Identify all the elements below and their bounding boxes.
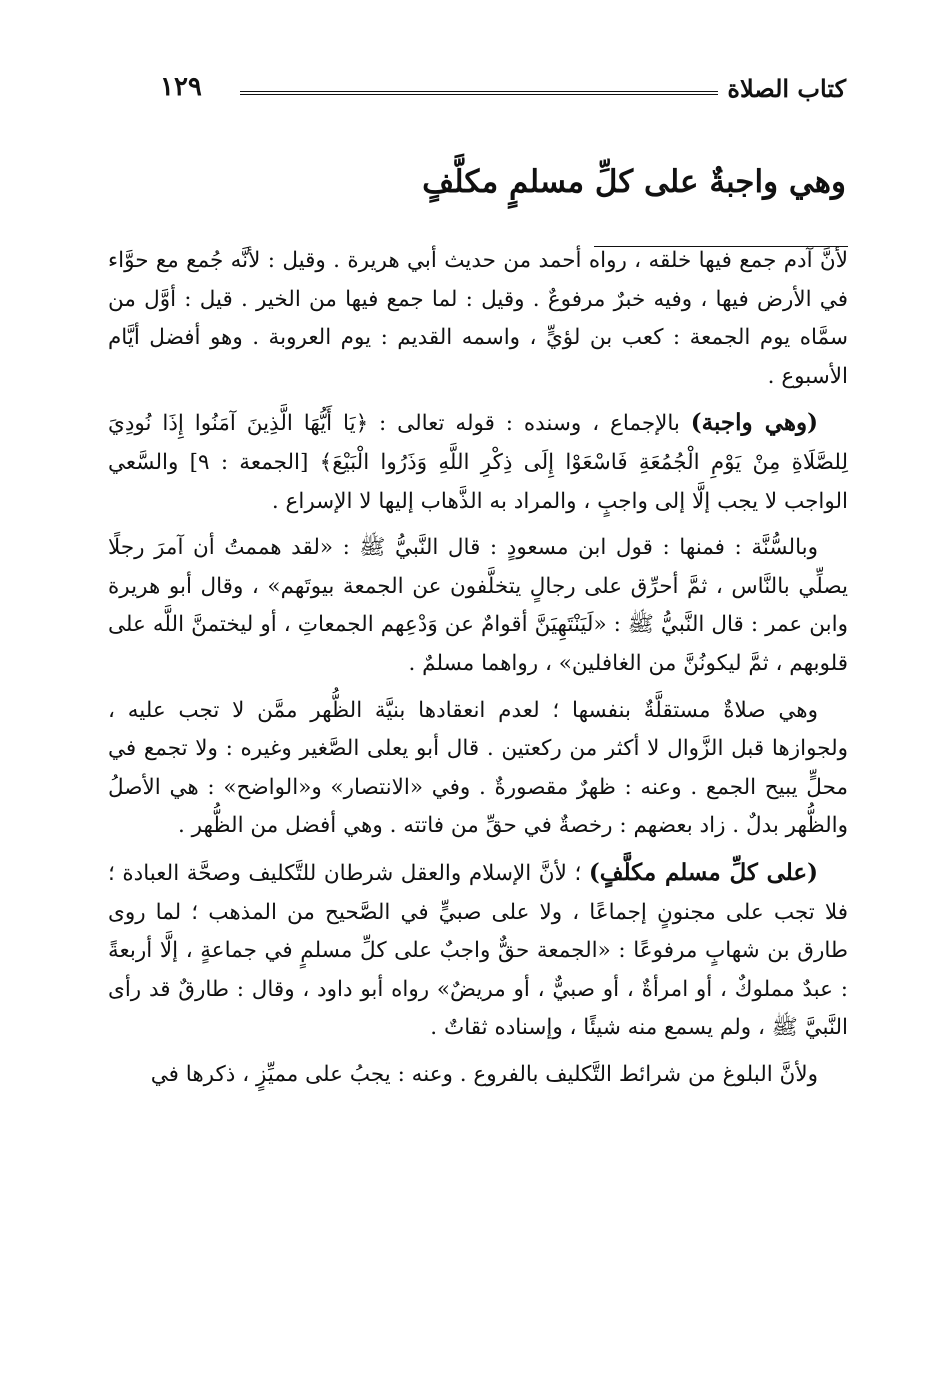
paragraph-4 bbox=[108, 692, 848, 846]
paragraph-2-lead: (وهي واجبة) bbox=[690, 409, 818, 437]
paragraph-3-text: وبالسُّنَّة : فمنها : قول ابن مسعودٍ : قال النَّبيُّ ﷺ : «لقد هممتُ أن آمرَ رجلًا يصلِّي بالنَّاس ، ثمَّ أحرِّق على رجالٍ يتخلَّفون عن الجمعة بيوتَهم» ، وقال أبو هريرة وابن عمر : قال النَّبيُّ ﷺ : «لَيَنْتَهِيَنَّ أقوامٌ عن وَدْعِهم الجمعاتِ ، أو ليختمنَّ اللَّه على قلوبهم ، ثمَّ ليكونُنَّ من الغافلين» ، رواهما مسلمٌ . bbox=[108, 535, 848, 676]
paragraph-2-text: بالإجماع ، وسنده : قوله تعالى : ﴿يَا أَيُّهَا الَّذِينَ آمَنُوا إِذَا نُودِيَ لِلصَّلَاةِ مِنْ يَوْمِ الْجُمُعَةِ فَاسْعَوْا إِلَى ذِكْرِ اللَّهِ وَذَرُوا الْبَيْعَ﴾ [الجمعة : ٩] والسَّعي الواجب لا يجب إلَّا إلى واجبٍ ، والمراد به الذَّهاب إليها لا الإسراع . bbox=[108, 411, 848, 514]
paragraph-5-text: ؛ لأنَّ الإسلام والعقل شرطان للتَّكليف وصحَّة العبادة ؛ فلا تجب على مجنونٍ إجماعًا ، ولا على صبيٍّ في الصَّحيح من المذهب ؛ لما روى طارق بن شهابٍ مرفوعًا : «الجمعة حقٌّ واجبٌ على كلِّ مسلمٍ في جماعةٍ ، إلَّا أربعةً : عبدٌ مملوكٌ ، أو امرأةٌ ، أو صبيٌّ ، أو مريضٌ» رواه أبو داود ، وقال : طارقٌ قد رأى النَّبيَّ ﷺ ، ولم يسمع منه شيئًا ، وإسناده ثقاتٌ . bbox=[108, 860, 848, 1041]
paragraph-2 bbox=[108, 404, 848, 521]
header-rule bbox=[240, 91, 718, 95]
paragraph-3 bbox=[108, 529, 848, 683]
paragraph-1-text: لأنَّ آدم جمع فيها خلقه ، رواه أحمد من حديث أبي هريرة . وقيل : لأنَّه جُمع مع حوَّاء في الأرض فيها ، وفيه خبرٌ مرفوعٌ . وقيل : لما جمع فيها من الخير . قيل : أوَّل من سمَّاه يوم الجمعة : كعب بن لؤيٍّ ، واسمه القديم : يوم العروبة . وهو أفضل أيَّام الأسبوع . bbox=[108, 248, 848, 389]
paragraph-6-text: ولأنَّ البلوغ من شرائط التَّكليف بالفروع . وعنه : يجبُ على مميِّزٍ ، ذكرها في bbox=[150, 1061, 818, 1087]
running-title: كتاب الصلاة bbox=[727, 74, 846, 103]
page-number: ١٢٩ bbox=[160, 72, 202, 102]
paragraph-5 bbox=[108, 854, 848, 1048]
paragraph-1 bbox=[108, 242, 848, 396]
paragraph-4-text: وهي صلاةٌ مستقلَّةٌ بنفسها ؛ لعدم انعقادها بنيَّة الظُّهر ممَّن لا تجب عليه ، ولجوازها قبل الزَّوال لا أكثر من ركعتين . قال أبو يعلى الصَّغير وغيره : ولا تجمع في محلٍّ يبيح الجمع . وعنه : ظهرٌ مقصورةٌ . وفي «الانتصار» و«الواضح» : هي الأصلُ والظُّهر بدلٌ . زاد بعضهم : رخصةٌ في حقِّ من فاتته . وهي أفضل من الظُّهر . bbox=[108, 697, 848, 839]
section-heading: وهي واجبةٌ على كلِّ مسلمٍ مكلَّفٍ bbox=[422, 164, 846, 200]
body-text bbox=[108, 242, 848, 1102]
paragraph-5-lead: (على كلِّ مسلم مكلَّفٍ) bbox=[588, 858, 818, 886]
paragraph-6 bbox=[108, 1056, 848, 1095]
